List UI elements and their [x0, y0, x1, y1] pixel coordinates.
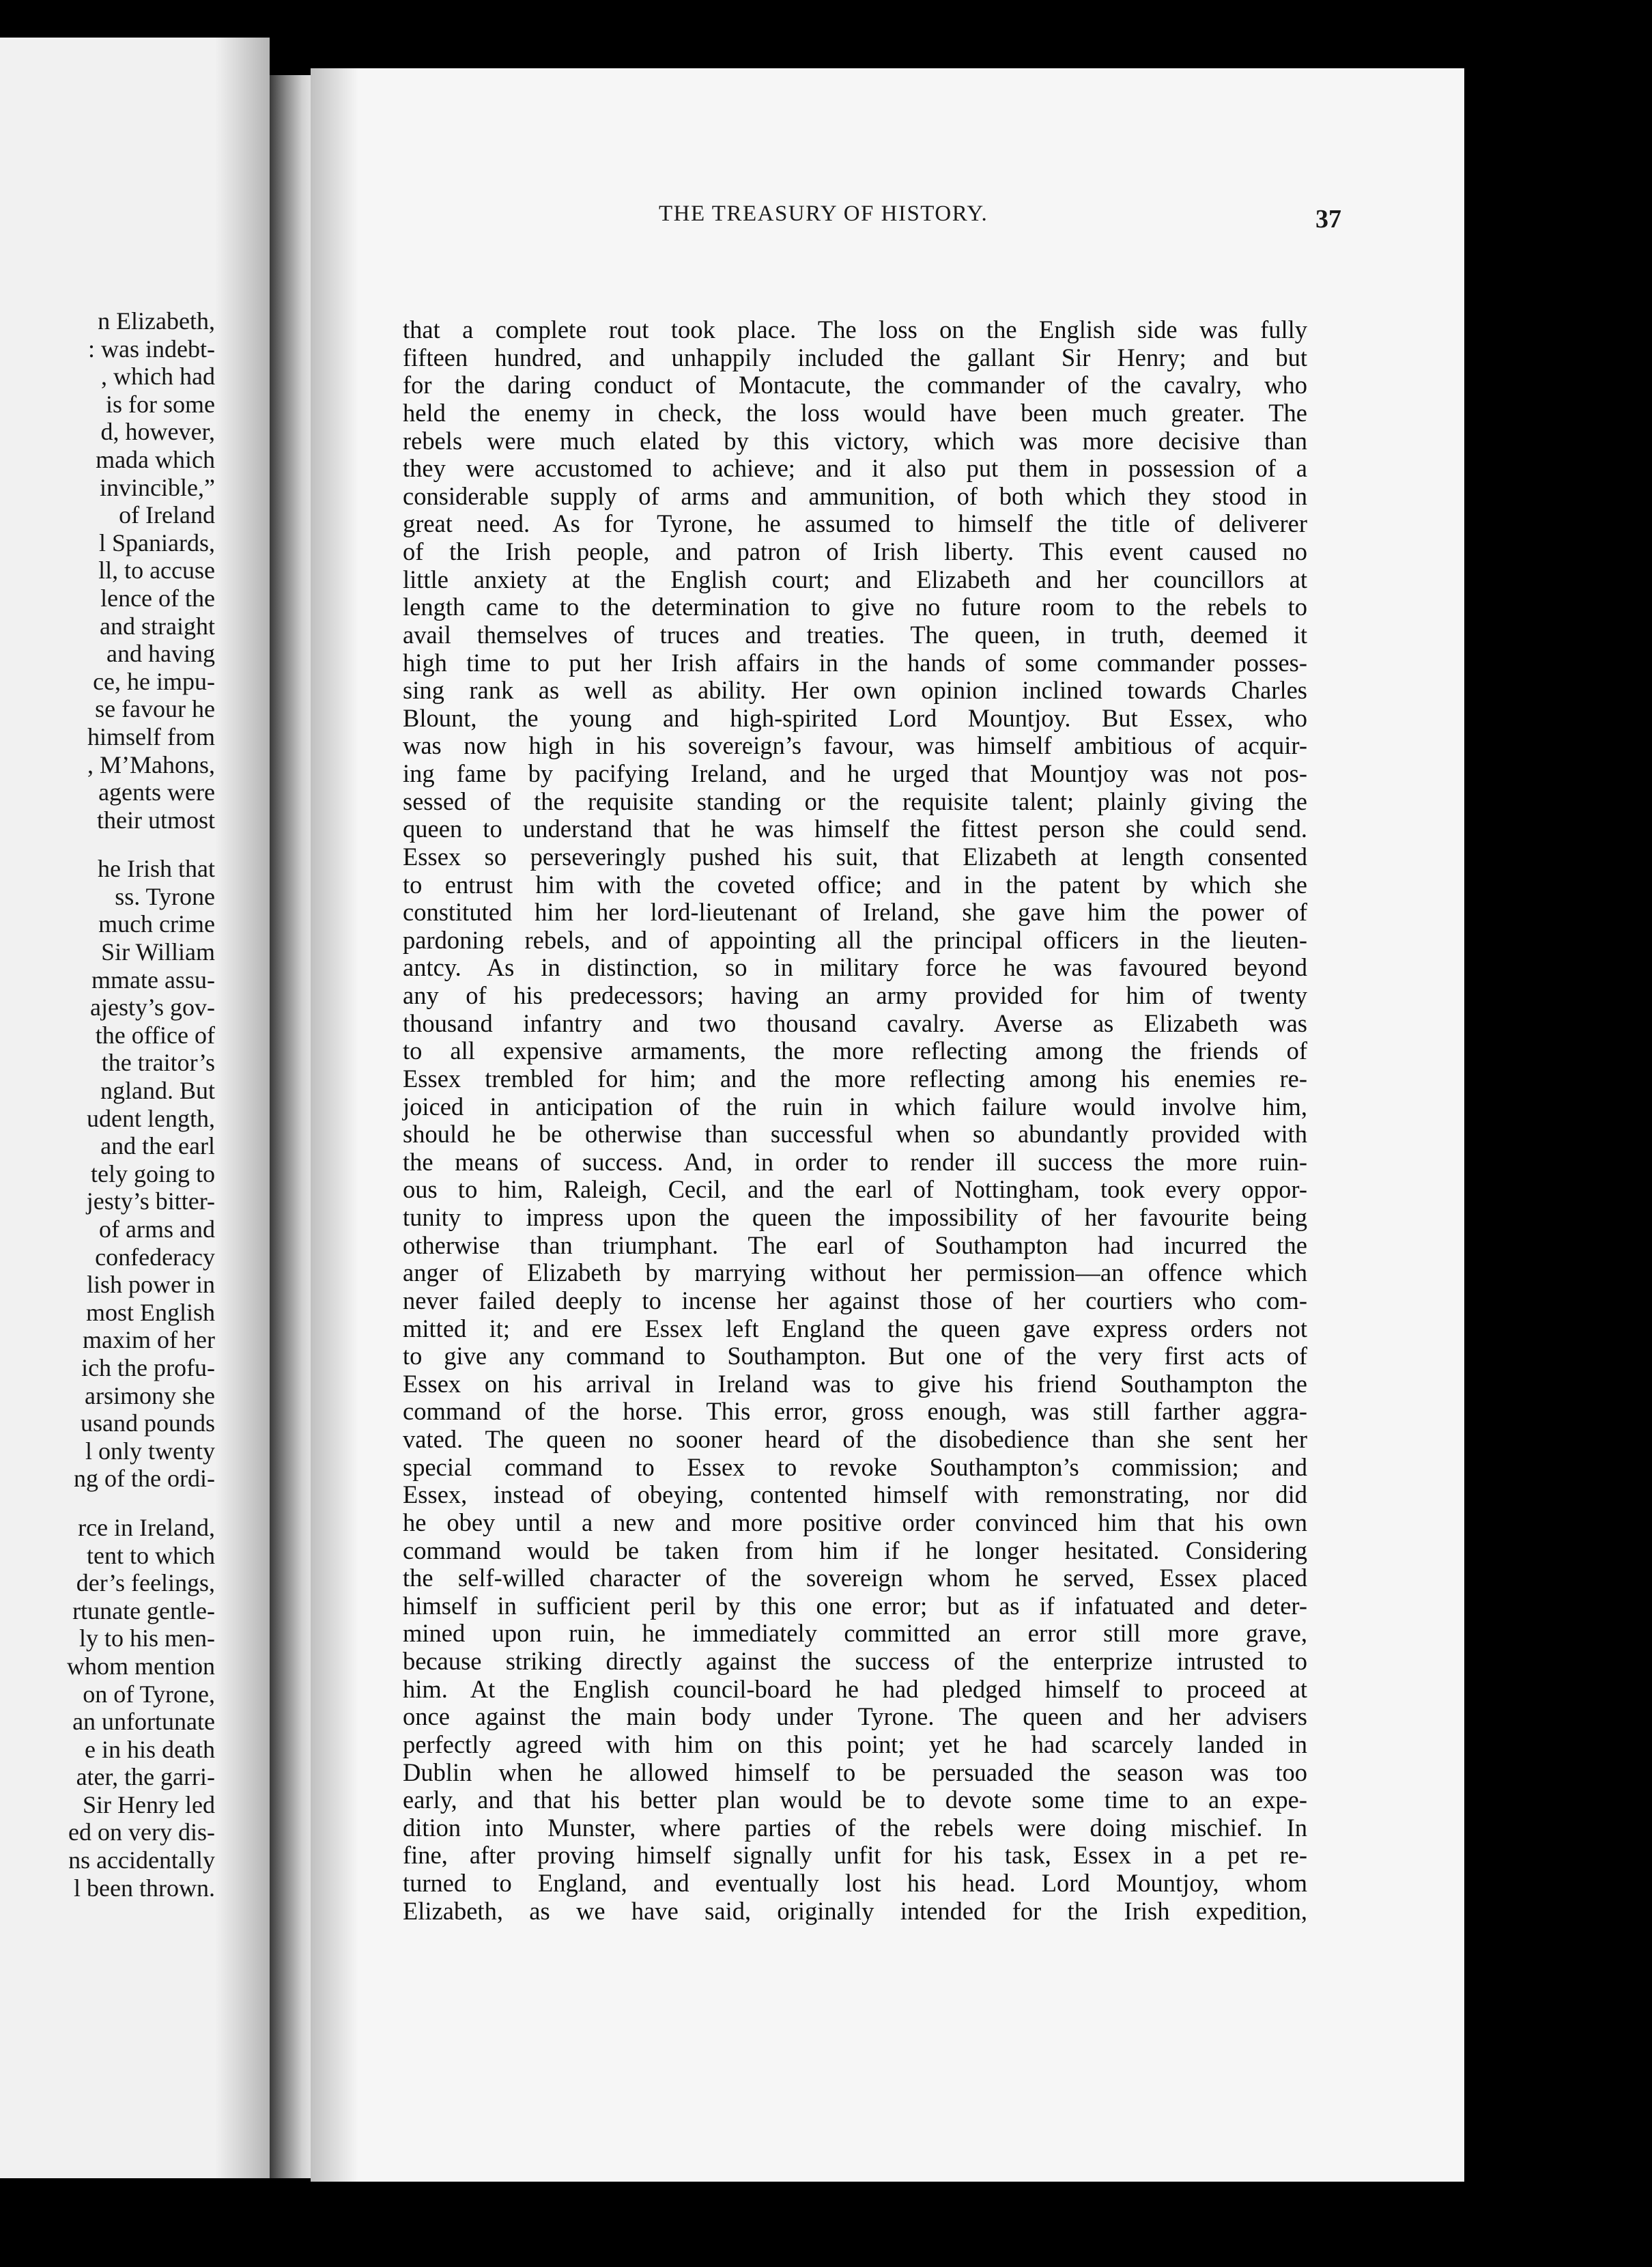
running-title: THE TREASURY OF HISTORY. [659, 201, 988, 226]
body-line: length came to the determination to give no future room to the rebels to [403, 593, 1307, 621]
body-line: Essex trembled for him; and the more reflecting among his enemies re- [403, 1064, 1307, 1093]
left-page-line: ll, to accuse [98, 557, 215, 585]
paragraph-gap [0, 1493, 215, 1514]
left-page-line: maxim of her [83, 1326, 215, 1354]
left-page-line: and having [106, 640, 215, 668]
left-page-line: rtunate gentle- [72, 1596, 215, 1624]
left-page-line: lish power in [87, 1271, 215, 1299]
left-page-line: d, however, [100, 418, 215, 446]
left-page-line: ns accidentally [68, 1846, 215, 1874]
body-line: tunity to impress upon the queen the impossibility of her favourite being [403, 1203, 1307, 1231]
body-line: himself in sufficient peril by this one error; but as if infatuated and deter- [403, 1591, 1307, 1620]
body-line: the means of success. And, in order to render ill success the more ruin- [403, 1147, 1307, 1176]
left-page-gutter-shadow [215, 38, 270, 2178]
body-line: perfectly agreed with him on this point; yet he had scarcely landed in [403, 1730, 1307, 1758]
left-page-line: ss. Tyrone [115, 882, 215, 910]
left-page-line: ajesty’s gov- [90, 994, 215, 1022]
body-line: ous to him, Raleigh, Cecil, and the earl of Nottingham, took every oppor- [403, 1175, 1307, 1204]
body-line: fine, after proving himself signally unfit for his task, Essex in a pet re- [403, 1841, 1307, 1870]
left-page-line: he Irish that [98, 855, 215, 883]
left-page-line: ich the profu- [81, 1353, 215, 1381]
body-line: held the enemy in check, the loss would have been much greater. The [403, 398, 1307, 427]
left-page-line: of arms and [99, 1215, 215, 1243]
left-page-line: Sir William [101, 938, 215, 966]
paragraph-gap [0, 834, 215, 855]
left-page-line: most English [85, 1298, 215, 1326]
page-number: 37 [1315, 205, 1341, 234]
left-page-line: rce in Ireland, [78, 1513, 215, 1541]
left-page-line: of Ireland [119, 501, 215, 529]
left-page [0, 38, 270, 2178]
left-page-line: is for some [106, 390, 215, 418]
body-line: sing rank as well as ability. Her own opinion inclined towards Charles [403, 676, 1307, 705]
body-line: command of the horse. This error, gross enough, was still farther aggra- [403, 1397, 1307, 1426]
left-page-line: l Spaniards, [99, 529, 215, 557]
left-page-line: , which had [101, 363, 215, 391]
left-page-line: udent length, [87, 1104, 215, 1132]
body-line: Essex, instead of obeying, contented himself with remonstrating, nor did [403, 1480, 1307, 1509]
body-line: considerable supply of arms and ammunition, of both which they stood in [403, 481, 1307, 510]
left-page-line: se favour he [95, 695, 215, 723]
left-page-line: : was indebt- [88, 335, 215, 363]
left-page-line: usand pounds [81, 1409, 215, 1437]
left-page-line: e in his death [85, 1735, 215, 1763]
left-page-line: tent to which [87, 1541, 215, 1569]
body-line: Essex on his arrival in Ireland was to give his friend Southampton the [403, 1369, 1307, 1398]
body-line: vated. The queen no sooner heard of the disobedience than she sent her [403, 1425, 1307, 1453]
left-page-line: ater, the garri- [76, 1763, 215, 1791]
left-page-line: jesty’s bitter- [86, 1187, 215, 1215]
body-line: command would be taken from him if he longer hesitated. Considering [403, 1536, 1307, 1564]
left-page-line: l only twenty [85, 1437, 215, 1465]
body-line: antcy. As in distinction, so in military force he was favoured beyond [403, 953, 1307, 982]
body-line: high time to put her Irish affairs in the hands of some commander posses- [403, 648, 1307, 677]
left-page-line: ly to his men- [79, 1624, 215, 1652]
left-page-line: ng of the ordi- [74, 1465, 215, 1493]
body-line: never failed deeply to incense her against those of her courtiers who com- [403, 1286, 1307, 1314]
body-line: Dublin when he allowed himself to be persuaded the season was too [403, 1758, 1307, 1786]
right-page-edge-shadow [311, 68, 358, 2182]
body-line: the self-willed character of the sovereign whom he served, Essex placed [403, 1564, 1307, 1592]
left-page-line: mada which [96, 445, 215, 473]
body-line: Blount, the young and high-spirited Lord Mountjoy. But Essex, who [403, 703, 1307, 732]
left-page-line: ce, he impu- [93, 667, 215, 695]
left-page-line: lence of the [100, 584, 215, 612]
left-page-line: Sir Henry led [83, 1790, 215, 1818]
body-line: great need. As for Tyrone, he assumed to himself the title of deliverer [403, 509, 1307, 538]
body-line: was now high in his sovereign’s favour, was himself ambitious of acquir- [403, 731, 1307, 760]
body-line: to give any command to Southampton. But one of the very first acts of [403, 1342, 1307, 1370]
body-line: rebels were much elated by this victory, which was more decisive than [403, 426, 1307, 455]
left-page-line: whom mention [67, 1652, 215, 1680]
left-page-line: , M’Mahons, [87, 750, 215, 778]
book-gutter [270, 75, 316, 2178]
body-line: for the daring conduct of Montacute, the commander of the cavalry, who [403, 371, 1307, 399]
body-line: any of his predecessors; having an army provided for him of twenty [403, 981, 1307, 1009]
body-line: to all expensive armaments, the more reflecting among the friends of [403, 1037, 1307, 1065]
body-line: of the Irish people, and patron of Irish liberty. This event caused no [403, 537, 1307, 565]
left-page-line: himself from [87, 722, 215, 750]
left-page-line: their utmost [97, 806, 215, 834]
body-text [403, 316, 1307, 1925]
body-line: Elizabeth, as we have said, originally intended for the Irish expedition, [403, 1896, 1307, 1925]
body-line: constituted him her lord-lieutenant of Ireland, she gave him the power of [403, 898, 1307, 927]
body-line: early, and that his better plan would be to devote some time to an expe- [403, 1786, 1307, 1814]
left-page-line: invincible,” [100, 473, 215, 501]
body-line: him. At the English council-board he had pledged himself to proceed at [403, 1674, 1307, 1703]
body-line: mined upon ruin, he immediately committed an error still more grave, [403, 1619, 1307, 1648]
body-line: avail themselves of truces and treaties. The queen, in truth, deemed it [403, 620, 1307, 649]
left-page-line: agents were [98, 778, 215, 806]
left-page-text-column [0, 307, 215, 1902]
left-page-line: much crime [98, 910, 215, 938]
left-page-line: n Elizabeth, [98, 307, 215, 335]
left-page-line: confederacy [95, 1243, 215, 1271]
body-line: little anxiety at the English court; and Elizabeth and her councillors at [403, 565, 1307, 593]
left-page-line: on of Tyrone, [83, 1680, 215, 1708]
body-line: ing fame by pacifying Ireland, and he urged that Mountjoy was not pos- [403, 759, 1307, 787]
body-line: anger of Elizabeth by marrying without her permission—an offence which [403, 1258, 1307, 1287]
left-page-line: an unfortunate [72, 1708, 215, 1736]
body-line: fifteen hundred, and unhappily included the gallant Sir Henry; and but [403, 343, 1307, 371]
left-page-line: and the earl [100, 1132, 215, 1160]
body-line: that a complete rout took place. The loss on the English side was fully [403, 315, 1307, 343]
body-line: should he be otherwise than successful when so abundantly provided with [403, 1120, 1307, 1149]
body-line: turned to England, and eventually lost his head. Lord Mountjoy, whom [403, 1869, 1307, 1897]
body-line: because striking directly against the success of the enterprize intrusted to [403, 1647, 1307, 1675]
body-line: joiced in anticipation of the ruin in which failure would involve him, [403, 1092, 1307, 1121]
left-page-line: arsimony she [85, 1381, 215, 1409]
body-line: otherwise than triumphant. The earl of Southampton had incurred the [403, 1230, 1307, 1259]
body-line: sessed of the requisite standing or the requisite talent; plainly giving the [403, 787, 1307, 815]
body-line: pardoning rebels, and of appointing all the principal officers in the lieuten- [403, 925, 1307, 954]
body-line: mitted it; and ere Essex left England the queen gave express orders not [403, 1314, 1307, 1342]
body-line: he obey until a new and more positive order convinced him that his own [403, 1508, 1307, 1536]
body-line: dition into Munster, where parties of the rebels were doing mischief. In [403, 1813, 1307, 1842]
body-line: to entrust him with the coveted office; and in the patent by which she [403, 870, 1307, 899]
left-page-line: mmate assu- [91, 966, 215, 994]
running-head [352, 201, 1341, 236]
left-page-line: the traitor’s [101, 1049, 215, 1077]
body-line: they were accustomed to achieve; and it also put them in possession of a [403, 454, 1307, 483]
body-line: special command to Essex to revoke Southampton’s commission; and [403, 1452, 1307, 1481]
body-line: queen to understand that he was himself the fittest person she could send. [403, 815, 1307, 843]
body-line: thousand infantry and two thousand cavalry. Averse as Elizabeth was [403, 1009, 1307, 1037]
left-page-line: the office of [95, 1021, 215, 1049]
left-page-line: ngland. But [100, 1077, 215, 1105]
body-line: once against the main body under Tyrone. The queen and her advisers [403, 1702, 1307, 1731]
left-page-line: and straight [100, 612, 215, 640]
left-page-line: ed on very dis- [68, 1818, 215, 1846]
left-page-line: der’s feelings, [76, 1569, 215, 1597]
left-page-line: l been thrown. [74, 1874, 215, 1902]
left-page-line: tely going to [91, 1159, 215, 1187]
body-line: Essex so perseveringly pushed his suit, that Elizabeth at length consented [403, 842, 1307, 871]
